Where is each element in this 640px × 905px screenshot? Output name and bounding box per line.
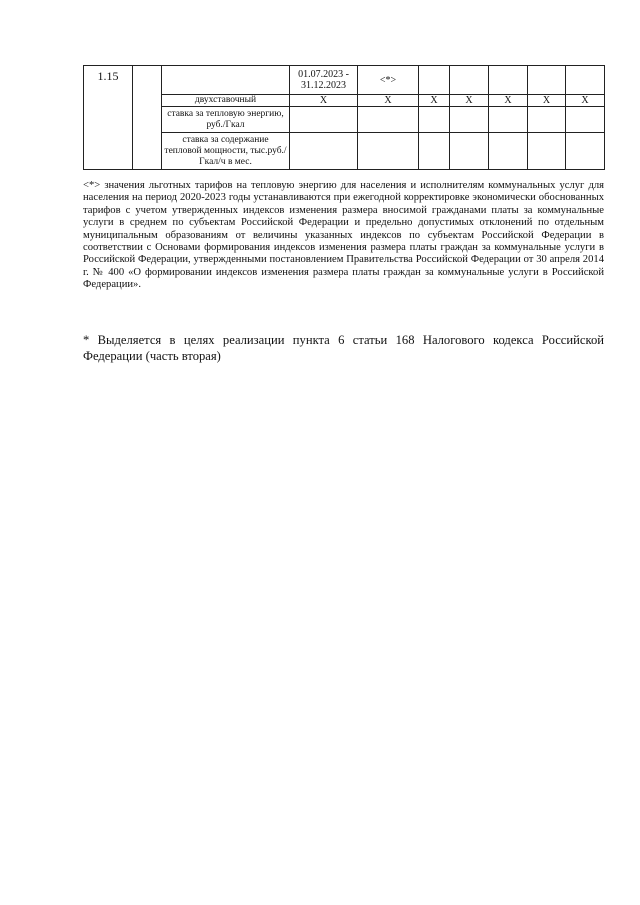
table-row-two-part (84, 95, 605, 107)
empty-cell (528, 66, 566, 95)
heat-rate-label: ставка за тепловую энергию, руб./Гкал (162, 107, 290, 133)
capacity-rate-label: ставка за содержание тепловой мощности, тыс.руб./Гкал/ч в мес. (162, 133, 290, 170)
empty-cell (489, 66, 528, 95)
x-mark-cell: X (489, 95, 528, 107)
empty-cell (419, 107, 450, 133)
two-part-label: двухставочный (162, 95, 290, 107)
empty-cell (566, 133, 605, 170)
tariff-note: <*> значения льготных тарифов на тепловую энергию для населения и исполнителям коммунальных услуг для населения на период 2020-2023 годы устанавливаются при ежегодной корректировке экономически обоснованных тарифов с учетом утвержденных индексов изменения размера вносимой гражданами платы за коммунальные услуги в среднем по субъектам Российской Федерации и предельно допустимых отклонений по отдельным муниципальным образованиям от величины указанных индексов по субъектам Российской Федерации в соответствии с Основами формирования индексов изменения размера платы граждан за коммунальные услуги в Российской Федерации, утвержденными постановлением Правительства Российской Федерации от 30 апреля 2014 г. № 400 «О формировании индексов изменения размера платы граждан за коммунальные услуги в Российской Федерации». (83, 180, 604, 291)
tariff-table (83, 65, 605, 170)
empty-cell (290, 107, 358, 133)
empty-cell (450, 66, 489, 95)
empty-cell (566, 66, 605, 95)
table-row-period (84, 66, 605, 95)
x-mark-cell: X (358, 95, 419, 107)
period-mark-cell: <*> (358, 66, 419, 95)
x-mark-cell: X (290, 95, 358, 107)
vat-footnote: * Выделяется в целях реализации пункта 6 статьи 168 Налогового кодекса Российской Федерации (часть вторая) (83, 333, 604, 363)
x-mark-cell: X (566, 95, 605, 107)
table-row-capacity-rate (84, 133, 605, 170)
x-mark-cell: X (450, 95, 489, 107)
table-row-heat-rate (84, 107, 605, 133)
empty-cell (419, 133, 450, 170)
row-number-cell: 1.15 (84, 66, 133, 170)
empty-cell (528, 133, 566, 170)
empty-cell (162, 66, 290, 95)
empty-cell (489, 107, 528, 133)
period-cell: 01.07.2023 - 31.12.2023 (290, 66, 358, 95)
x-mark-cell: X (528, 95, 566, 107)
empty-cell (528, 107, 566, 133)
empty-cell (489, 133, 528, 170)
empty-cell (358, 107, 419, 133)
empty-cell (358, 133, 419, 170)
empty-cell (566, 107, 605, 133)
empty-cell (290, 133, 358, 170)
empty-cell (450, 107, 489, 133)
empty-cell (133, 66, 162, 170)
empty-cell (419, 66, 450, 95)
x-mark-cell: X (419, 95, 450, 107)
empty-cell (450, 133, 489, 170)
